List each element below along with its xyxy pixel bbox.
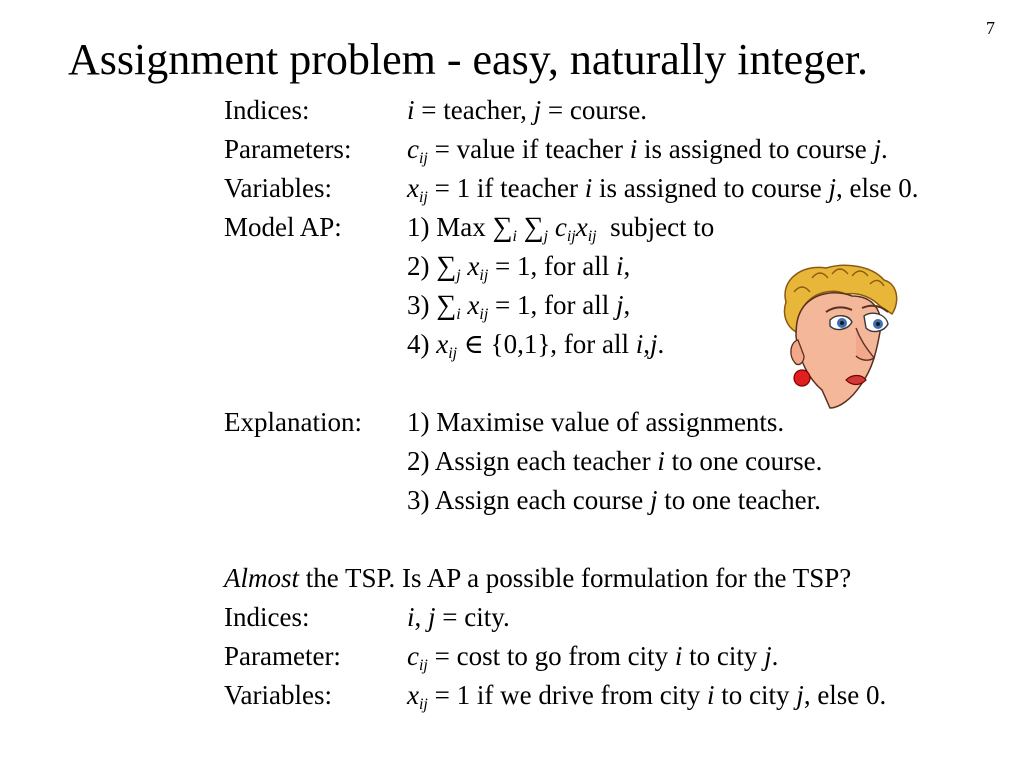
tsp-indices-label: Indices: — [224, 602, 310, 632]
explanation-line-2: 2) Assign each teacher i to one course. — [407, 446, 823, 476]
tsp-parameter-label: Parameter: — [224, 641, 341, 671]
indices-label: Indices: — [224, 95, 310, 125]
explanation-line-1: 1) Maximise value of assignments. — [407, 407, 785, 437]
tsp-parameter-content: $c_{ij} = \cos t$ to go from city i to city j. — [407, 641, 779, 674]
variables-content: $x_{ij} = 1$ if teacher i is assigned to course j, else 0. — [407, 173, 919, 206]
tsp-variables-content: $x_{ij} = 1$ if we drive from city i to city j, else 0. — [407, 680, 887, 713]
model-constraint-3: 3) $\sum_i$ $x_{ij} = 1$, for all j, — [407, 290, 631, 323]
model-objective: 1) Max $\sum_i$ $\sum_j$ $c_{ij}x_{ij}$ subject to — [407, 212, 715, 245]
model-constraint-2: 2) $\sum_j$ $x_{ij} = 1$, for all i, — [407, 251, 631, 284]
variables-label: Variables: — [224, 173, 332, 203]
tsp-question: Almost the TSP. Is AP a possible formulation for the TSP? — [224, 563, 852, 593]
explanation-label: Explanation: — [224, 407, 362, 437]
thinking-face-illustration — [776, 262, 902, 414]
parameters-content: $c_{ij}$ = value if teacher i is assigned to course j. — [407, 134, 888, 167]
slide-title: Assignment problem - easy, naturally integer. — [68, 35, 868, 84]
tsp-variables-label: Variables: — [224, 680, 332, 710]
page-number: 7 — [986, 18, 995, 38]
indices-content: i = teacher, j = course. — [407, 95, 648, 125]
parameters-label: Parameters: — [224, 134, 352, 164]
explanation-line-3: 3) Assign each course j to one teacher. — [407, 485, 821, 515]
tsp-indices-content: i, j = city. — [407, 602, 510, 632]
model-constraint-4: 4) $x_{ij}$ ∈ {0,1}, for all i,j. — [407, 329, 665, 362]
model-label: Model AP: — [224, 212, 342, 242]
